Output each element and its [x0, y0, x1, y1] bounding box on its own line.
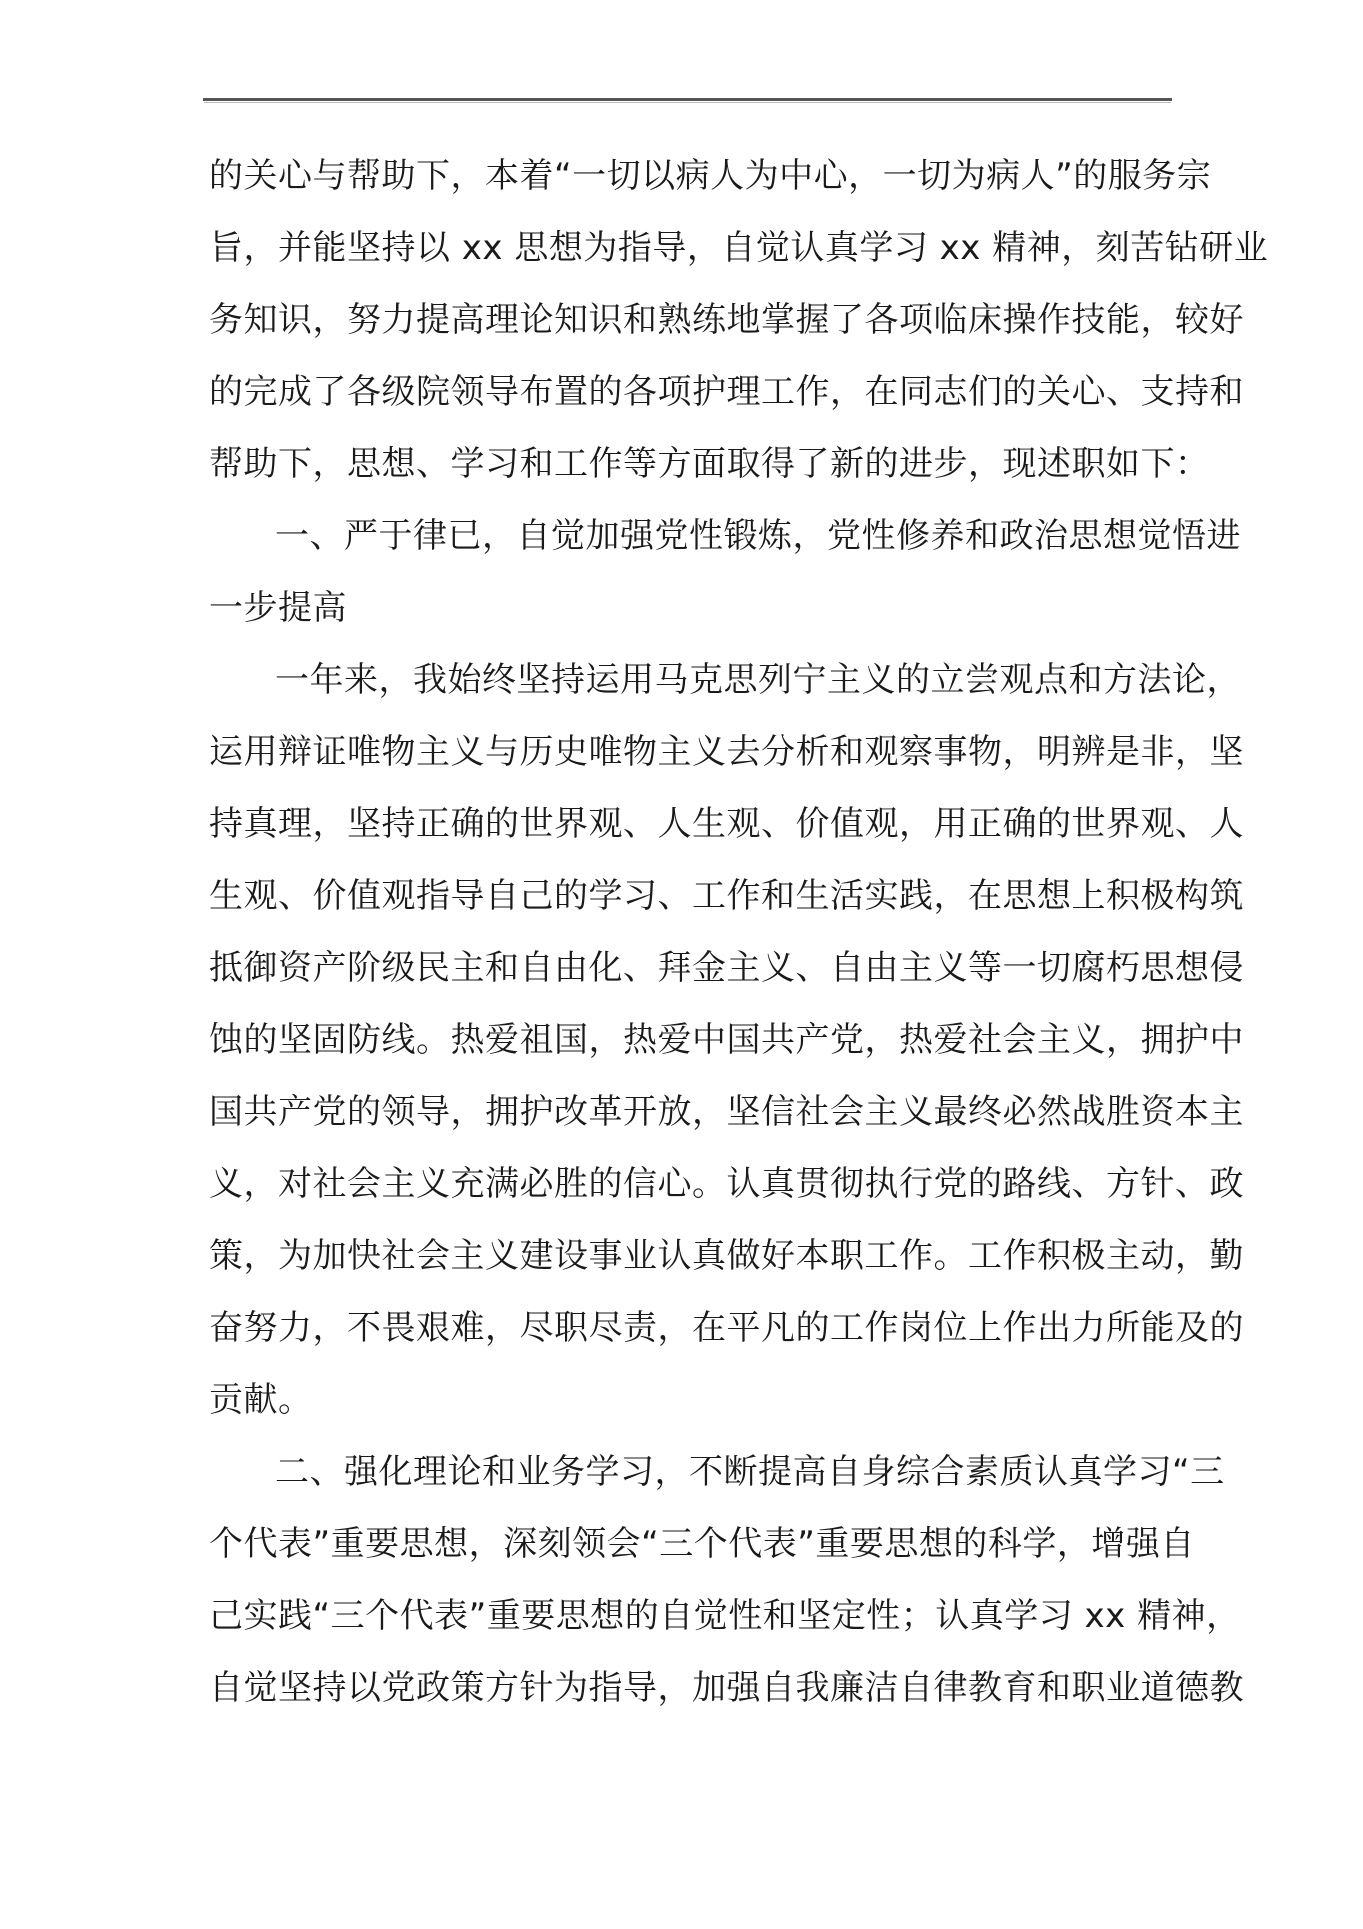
text-line: 的关心与帮助下，本着“一切以病人为中心，一切为病人”的服务宗: [209, 156, 1212, 196]
text-line: 一年来，我始终坚持运用马克思列宁主义的立尝观点和方法论，: [275, 660, 1241, 700]
text-line: 奋努力，不畏艰难，尽职尽责，在平凡的工作岗位上作出力所能及的: [209, 1308, 1244, 1348]
text-line: 己实践“三个代表”重要思想的自觉性和坚定性；认真学习 xx 精神，: [209, 1596, 1241, 1636]
text-line: 旨，并能坚持以 xx 思想为指导，自觉认真学习 xx 精神，刻苦钻研业: [209, 228, 1269, 268]
text-line: 的完成了各级院领导布置的各项护理工作，在同志们的关心、支持和: [209, 372, 1244, 412]
text-line: 二、强化理论和业务学习，不断提高自身综合素质认真学习“三: [275, 1452, 1225, 1492]
text-line: 抵御资产阶级民主和自由化、拜金主义、自由主义等一切腐朽思想侵: [209, 948, 1244, 988]
header-divider: [203, 98, 1172, 101]
text-line: 策，为加快社会主义建设事业认真做好本职工作。工作积极主动，勤: [209, 1236, 1244, 1276]
text-line: 持真理，坚持正确的世界观、人生观、价值观，用正确的世界观、人: [209, 804, 1244, 844]
text-line: 务知识，努力提高理论知识和熟练地掌握了各项临床操作技能，较好: [209, 300, 1244, 340]
text-line: 一步提高: [209, 588, 347, 628]
text-line: 贡献。: [209, 1380, 313, 1420]
text-line: 国共产党的领导，拥护改革开放，坚信社会主义最终必然战胜资本主: [209, 1092, 1244, 1132]
text-line: 运用辩证唯物主义与历史唯物主义去分析和观察事物，明辨是非，坚: [209, 732, 1244, 772]
text-line: 帮助下，思想、学习和工作等方面取得了新的进步，现述职如下：: [209, 444, 1210, 484]
text-line: 个代表”重要思想，深刻领会“三个代表”重要思想的科学，增强自: [209, 1524, 1195, 1564]
document-body: [209, 140, 1269, 1724]
text-line: 生观、价值观指导自己的学习、工作和生活实践，在思想上积极构筑: [209, 876, 1244, 916]
text-line: 蚀的坚固防线。热爱祖国，热爱中国共产党，热爱社会主义，拥护中: [209, 1020, 1244, 1060]
text-line: 自觉坚持以党政策方针为指导，加强自我廉洁自律教育和职业道德教: [209, 1668, 1244, 1708]
text-line: 义，对社会主义充满必胜的信心。认真贯彻执行党的路线、方针、政: [209, 1164, 1244, 1204]
text-line: 一、严于律已，自觉加强党性锻炼，党性修养和政治思想觉悟进: [275, 516, 1241, 556]
